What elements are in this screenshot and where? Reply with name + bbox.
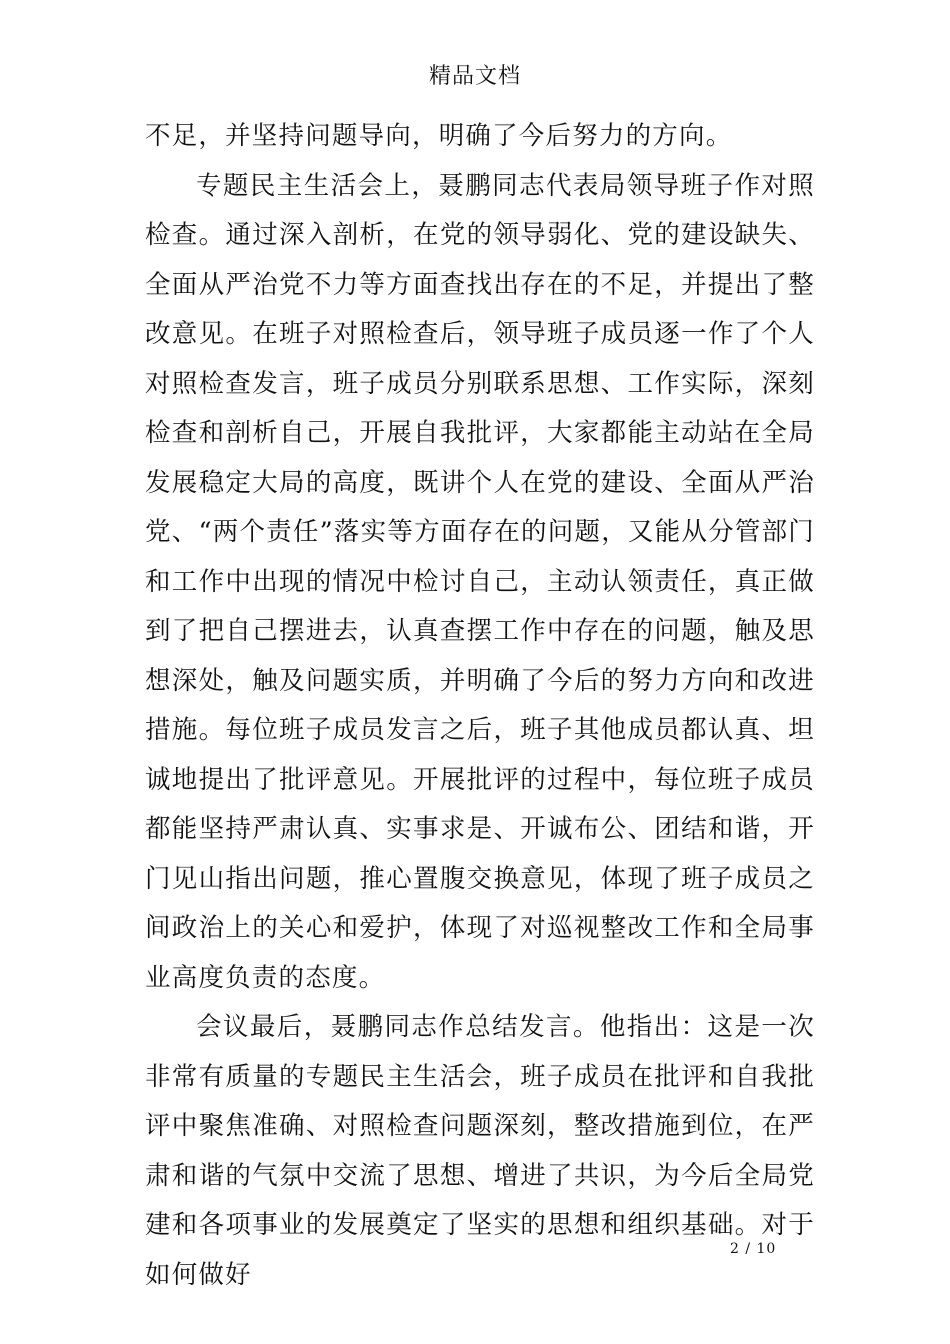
paragraph-2: 专题民主生活会上，聂鹏同志代表局领导班子作对照检查。通过深入剖析，在党的领导弱化、党的建设缺失、全面从严治党不力等方面查找出存在的不足，并提出了整改意见。在班子对照检查后，领导班子成员逐一作了个人对照检查发言，班子成员分别联系思想、工作实际，深刻检查和剖析自己，开展自我批评，大家都能主动站在全局发展稳定大局的高度，既讲个人在党的建设、全面从严治党、“两个责任”落实等方面存在的问题，又能从分管部门和工作中出现的情况中检讨自己，主动认领责任，真正做到了把自己摆进去，认真查摆工作中存在的问题，触及思想深处，触及问题实质，并明确了今后的努力方向和改进措施。每位班子成员发言之后，班子其他成员都认真、坦诚地提出了批评意见。开展批评的过程中，每位班子成员都能坚持严肃认真、实事求是、开诚布公、团结和谐，开门见山指出问题，推心置腹交换意见，体现了班子成员之间政治上的关心和爱护，体现了对巡视整改工作和全局事业高度负责的态度。 — [145, 170, 815, 993]
paragraph-3: 会议最后，聂鹏同志作总结发言。他指出：这是一次非常有质量的专题民主生活会，班子成员在批评和自我批评中聚焦准确、对照检查问题深刻，整改措施到位，在严肃和谐的气氛中交流了思想、增进了共识，为今后全局党建和各项事业的发展奠定了坚实的思想和组织基础。对于如何做好 — [145, 1012, 815, 1290]
paragraph-1: 不足，并坚持问题导向，明确了今后努力的方向。 — [145, 121, 733, 151]
page-header: 精品文档 — [428, 64, 521, 89]
page-number: 2 / 10 — [730, 1241, 777, 1257]
body-text — [145, 112, 815, 1300]
